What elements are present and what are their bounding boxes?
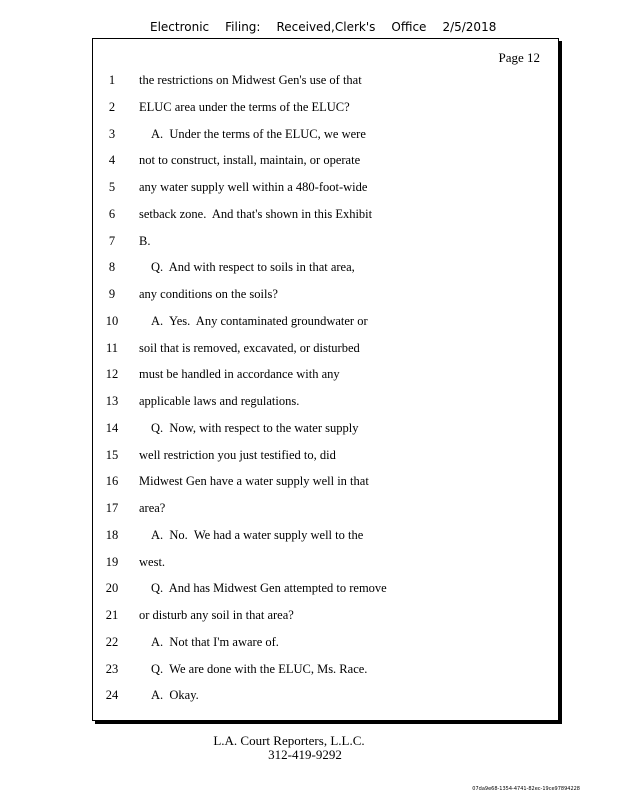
line-text: not to construct, install, maintain, or operate <box>139 153 361 168</box>
header-word-filing: Filing: <box>225 20 261 34</box>
line-text: setback zone. And that's shown in this Exhibit <box>139 206 373 221</box>
transcript-line <box>93 260 558 278</box>
transcript-line <box>93 287 558 305</box>
line-text: west. <box>139 554 166 569</box>
line-number: 1 <box>108 73 116 87</box>
transcript-line <box>93 367 558 385</box>
transcript-line <box>93 234 558 252</box>
line-text: B. <box>139 233 151 248</box>
line-text: soil that is removed, excavated, or disturbed <box>139 340 360 355</box>
line-number: 17 <box>105 501 119 515</box>
line-text: applicable laws and regulations. <box>139 394 300 408</box>
transcript-line <box>93 635 558 653</box>
line-text: A. Okay. <box>151 688 199 703</box>
line-number: 11 <box>105 340 119 355</box>
transcript-line <box>93 608 558 626</box>
line-text: Q. Now, with respect to the water supply <box>151 420 359 435</box>
line-text: or disturb any soil in that area? <box>139 608 294 622</box>
line-number: 19 <box>105 554 119 569</box>
header-word-received: Received,Clerk's <box>276 20 376 34</box>
line-number: 8 <box>108 260 116 275</box>
transcript-line <box>93 127 558 145</box>
line-number: 5 <box>108 180 116 194</box>
line-number: 13 <box>105 394 119 408</box>
line-number: 20 <box>105 581 119 596</box>
line-number: 18 <box>105 527 119 542</box>
line-number: 22 <box>105 634 119 649</box>
line-number: 3 <box>108 126 116 141</box>
transcript-line <box>93 581 558 599</box>
transcript-line <box>93 180 558 198</box>
transcript-page <box>92 38 559 721</box>
transcript-line <box>93 448 558 466</box>
transcript-line <box>93 662 558 680</box>
transcript-line <box>93 341 558 359</box>
line-number: 7 <box>108 233 116 248</box>
transcript-line <box>93 100 558 118</box>
line-text: A. No. We had a water supply well to the <box>151 527 364 542</box>
transcript-line <box>93 474 558 492</box>
header-word-office: Office <box>391 20 427 34</box>
line-number: 16 <box>105 474 119 489</box>
line-text: Q. We are done with the ELUC, Ms. Race. <box>151 661 368 676</box>
filing-stamp-header <box>150 20 512 34</box>
line-text: any conditions on the soils? <box>139 287 278 301</box>
line-text: area? <box>139 501 166 515</box>
line-text: ELUC area under the terms of the ELUC? <box>139 99 350 114</box>
transcript-line <box>93 314 558 332</box>
line-number: 12 <box>105 367 119 382</box>
line-text: A. Yes. Any contaminated groundwater or <box>151 313 368 328</box>
transcript-line <box>93 501 558 519</box>
line-text: the restrictions on Midwest Gen's use of that <box>139 73 362 87</box>
line-number: 9 <box>108 287 116 301</box>
line-text: Q. And has Midwest Gen attempted to remove <box>151 581 387 596</box>
line-number: 23 <box>105 661 119 676</box>
line-number: 2 <box>108 99 116 114</box>
line-text: A. Not that I'm aware of. <box>151 634 279 649</box>
transcript-line <box>93 421 558 439</box>
transcript-line <box>93 394 558 412</box>
line-number: 24 <box>105 688 119 703</box>
footer-company: L.A. Court Reporters, L.L.C. <box>213 733 365 748</box>
line-number: 15 <box>105 447 119 462</box>
footer-phone: 312-419-9292 <box>268 747 342 762</box>
header-date: 2/5/2018 <box>442 20 497 34</box>
header-word-electronic: Electronic <box>150 20 210 34</box>
line-text: Midwest Gen have a water supply well in that <box>139 474 369 489</box>
line-text: well restriction you just testified to, did <box>139 447 336 462</box>
line-text: A. Under the terms of the ELUC, we were <box>151 126 366 141</box>
transcript-line <box>93 73 558 91</box>
transcript-line <box>93 207 558 225</box>
line-number: 14 <box>105 420 119 435</box>
line-text: Q. And with respect to soils in that area, <box>151 260 355 275</box>
line-number: 4 <box>108 153 116 168</box>
transcript-line <box>93 528 558 546</box>
line-text: must be handled in accordance with any <box>139 367 340 382</box>
line-number: 10 <box>105 313 119 328</box>
transcript-line <box>93 688 558 706</box>
transcript-line <box>93 153 558 171</box>
line-number: 6 <box>108 206 116 221</box>
line-text: any water supply well within a 480-foot-wide <box>139 180 368 194</box>
document-id: 07da9e68-1354-4741-82ec-19ce97894228 <box>472 786 580 792</box>
line-number: 21 <box>105 608 119 622</box>
transcript-line <box>93 555 558 573</box>
page-number: Page 12 <box>498 50 540 65</box>
